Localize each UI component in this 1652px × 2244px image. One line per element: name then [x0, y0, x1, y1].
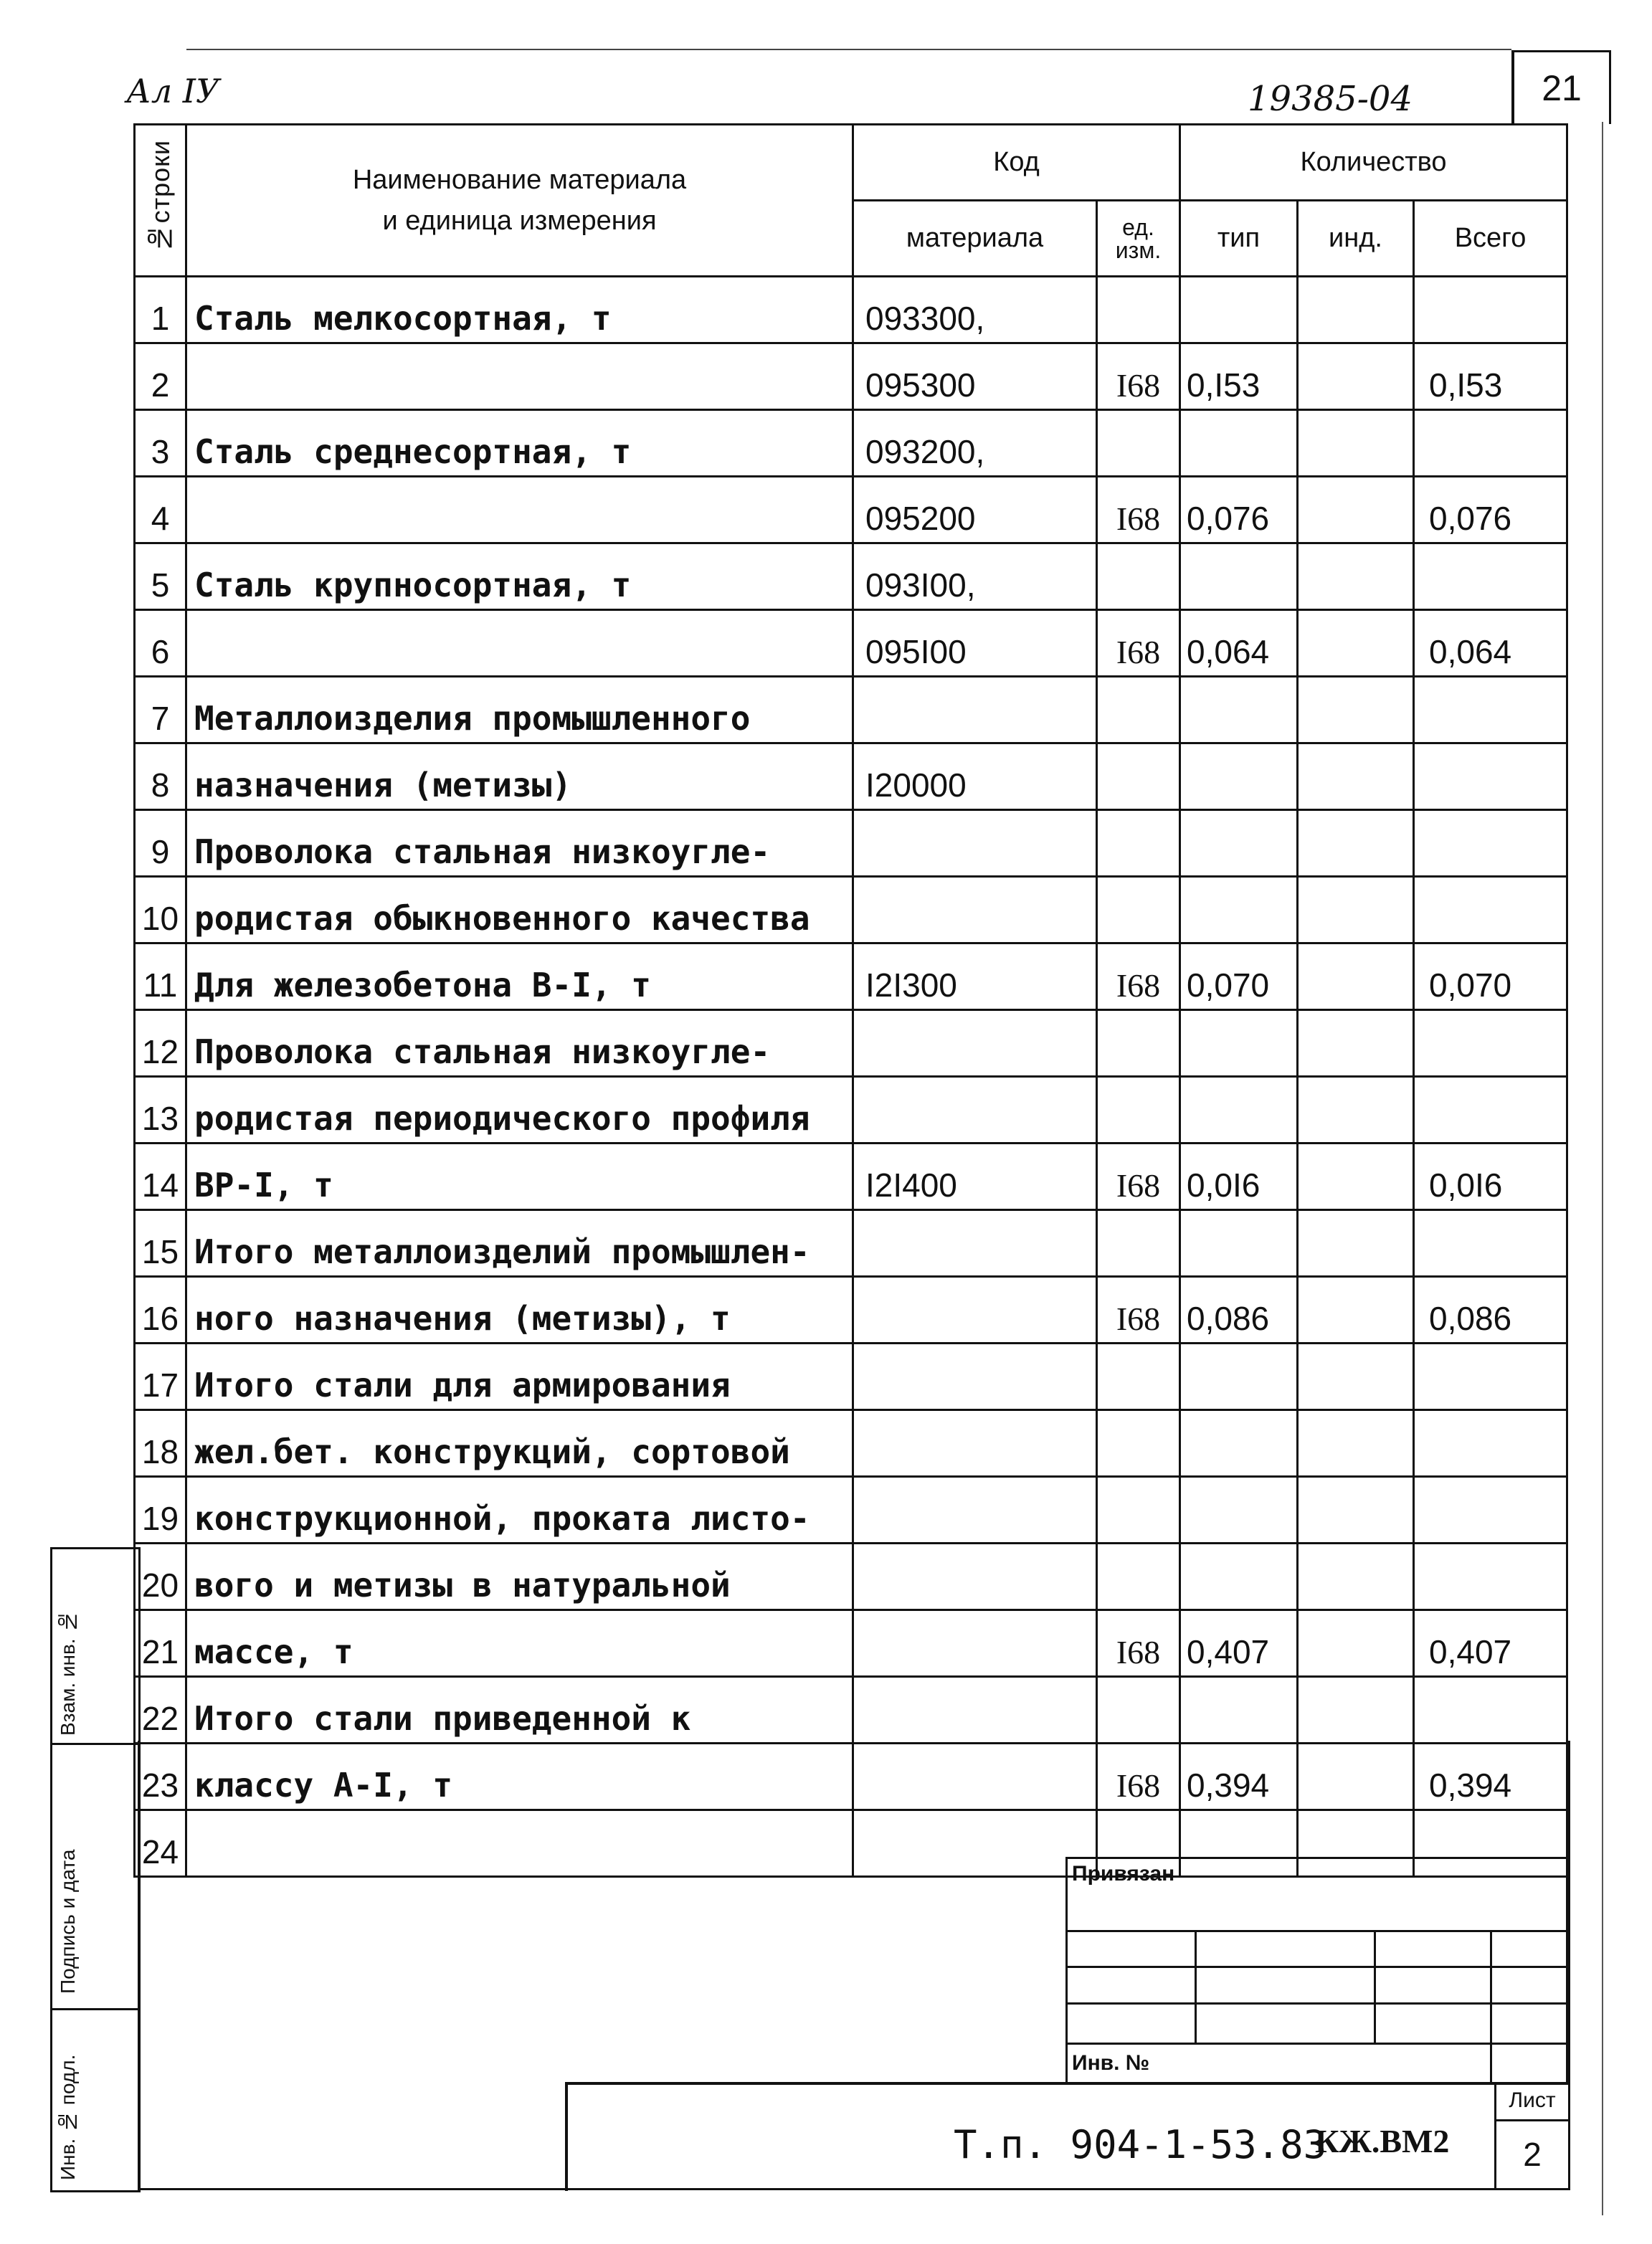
- material-name: Проволока стальная низкоугле-: [186, 810, 853, 877]
- row-number: 8: [135, 743, 186, 810]
- table-row: [135, 810, 1567, 877]
- unit-code: [1097, 543, 1180, 610]
- qty-individual: [1298, 1277, 1414, 1344]
- row-number: 12: [135, 1010, 186, 1077]
- row-number: 15: [135, 1210, 186, 1277]
- row-number: 5: [135, 543, 186, 610]
- qty-type: [1180, 1677, 1298, 1744]
- table-row: [135, 543, 1567, 610]
- qty-type: [1180, 1410, 1298, 1477]
- material-code: [853, 1210, 1097, 1277]
- qty-type: 0,394: [1180, 1744, 1298, 1810]
- material-name: ВР-I, т: [186, 1144, 853, 1210]
- qty-type: 0,407: [1180, 1610, 1298, 1677]
- qty-individual: [1298, 1344, 1414, 1410]
- material-code: I2I300: [853, 943, 1097, 1010]
- material-name: [186, 343, 853, 410]
- material-name: Металлоизделия промышленного: [186, 677, 853, 743]
- unit-code: I68: [1097, 477, 1180, 543]
- qty-type: [1180, 1477, 1298, 1544]
- table-row: [135, 1677, 1567, 1744]
- table-row: [135, 943, 1567, 1010]
- row-number: 21: [135, 1610, 186, 1677]
- qty-total: 0,086: [1414, 1277, 1567, 1344]
- material-name: назначения (метизы): [186, 743, 853, 810]
- qty-type: 0,064: [1180, 610, 1298, 677]
- table-row: [135, 743, 1567, 810]
- qty-total: [1414, 1344, 1567, 1410]
- top-marks: Ал IУ: [126, 72, 220, 110]
- material-code: [853, 1544, 1097, 1610]
- qty-individual: [1298, 1144, 1414, 1210]
- qty-total: [1414, 1010, 1567, 1077]
- row-number: 18: [135, 1410, 186, 1477]
- header-qty-individual: инд.: [1298, 201, 1414, 277]
- qty-total: [1414, 1477, 1567, 1544]
- material-name: массе, т: [186, 1610, 853, 1677]
- qty-total: 0,407: [1414, 1610, 1567, 1677]
- material-name: Сталь мелкосортная, т: [186, 277, 853, 343]
- document-code: 19385-04: [1248, 79, 1413, 119]
- material-name: Проволока стальная низкоугле-: [186, 1010, 853, 1077]
- table-row: [135, 477, 1567, 543]
- qty-total: 0,064: [1414, 610, 1567, 677]
- material-name: [186, 610, 853, 677]
- qty-individual: [1298, 1477, 1414, 1544]
- unit-code: [1097, 1010, 1180, 1077]
- table-row: [135, 877, 1567, 943]
- qty-individual: [1298, 1077, 1414, 1144]
- qty-total: 0,0I6: [1414, 1144, 1567, 1210]
- unit-code: I68: [1097, 343, 1180, 410]
- unit-code: I68: [1097, 1277, 1180, 1344]
- qty-individual: [1298, 943, 1414, 1010]
- material-code: [853, 1077, 1097, 1144]
- unit-code: I68: [1097, 610, 1180, 677]
- qty-type: [1180, 277, 1298, 343]
- qty-individual: [1298, 1010, 1414, 1077]
- row-number: 19: [135, 1477, 186, 1544]
- right-edge-line: [1602, 122, 1603, 2215]
- table-row: [135, 677, 1567, 743]
- qty-individual: [1298, 1610, 1414, 1677]
- row-number: 6: [135, 610, 186, 677]
- sheet-box: [1494, 2082, 1568, 2188]
- qty-type: [1180, 677, 1298, 743]
- unit-code: [1097, 743, 1180, 810]
- qty-individual: [1298, 877, 1414, 943]
- material-name: Для железобетона В-I, т: [186, 943, 853, 1010]
- table-row: [135, 343, 1567, 410]
- qty-individual: [1298, 810, 1414, 877]
- unit-code: [1097, 277, 1180, 343]
- table-row: [135, 1477, 1567, 1544]
- header-material-name: Наименование материала и единица измерения: [186, 125, 853, 277]
- table-row: [135, 1344, 1567, 1410]
- material-name: конструкционной, проката листо-: [186, 1477, 853, 1544]
- qty-individual: [1298, 1210, 1414, 1277]
- material-code: I2I400: [853, 1144, 1097, 1210]
- unit-code: [1097, 1344, 1180, 1410]
- sheet-label: Лист: [1496, 2082, 1568, 2121]
- row-number: 13: [135, 1077, 186, 1144]
- qty-type: [1180, 877, 1298, 943]
- material-name: Итого стали приведенной к: [186, 1677, 853, 1744]
- unit-code: [1097, 1544, 1180, 1610]
- side-label-replace-inv: Взам. инв. №: [57, 1610, 79, 1736]
- table-row: [135, 410, 1567, 477]
- material-code: [853, 1610, 1097, 1677]
- header-code-unit: ед. изм.: [1097, 201, 1180, 277]
- qty-total: 0,076: [1414, 477, 1567, 543]
- qty-total: [1414, 277, 1567, 343]
- side-stamp-strip: [50, 1547, 141, 2192]
- unit-code: [1097, 1677, 1180, 1744]
- header-row-number: №строки: [135, 125, 186, 277]
- drawing-suffix: КЖ.ВМ2: [1315, 2123, 1450, 2159]
- material-name: вого и метизы в натуральной: [186, 1544, 853, 1610]
- qty-type: [1180, 1210, 1298, 1277]
- material-code: 095300: [853, 343, 1097, 410]
- qty-individual: [1298, 743, 1414, 810]
- material-code: I20000: [853, 743, 1097, 810]
- table-body: [135, 277, 1567, 1877]
- table-header: [135, 125, 1567, 277]
- qty-total: [1414, 1677, 1567, 1744]
- header-code-material: материала: [853, 201, 1097, 277]
- qty-type: [1180, 1010, 1298, 1077]
- row-number: 14: [135, 1144, 186, 1210]
- row-number: 24: [135, 1810, 186, 1877]
- qty-type: 0,076: [1180, 477, 1298, 543]
- qty-type: [1180, 743, 1298, 810]
- table-row: [135, 1410, 1567, 1477]
- qty-type: [1180, 1077, 1298, 1144]
- qty-total: [1414, 810, 1567, 877]
- row-number: 2: [135, 343, 186, 410]
- material-name: родистая обыкновенного качества: [186, 877, 853, 943]
- qty-individual: [1298, 610, 1414, 677]
- row-number: 7: [135, 677, 186, 743]
- drawing-title: Т.п. 904-1-53.83: [954, 2122, 1327, 2167]
- qty-total: [1414, 877, 1567, 943]
- qty-individual: [1298, 410, 1414, 477]
- material-name: родистая периодического профиля: [186, 1077, 853, 1144]
- side-label-signature-date: Подпись и дата: [57, 1849, 79, 1994]
- side-label-inv-original: Инв. № подл.: [57, 2054, 79, 2180]
- row-number: 17: [135, 1344, 186, 1410]
- material-code: [853, 1277, 1097, 1344]
- material-code: [853, 1010, 1097, 1077]
- header-qty-total: Всего: [1414, 201, 1567, 277]
- unit-code: [1097, 810, 1180, 877]
- material-code: [853, 1344, 1097, 1410]
- qty-type: 0,086: [1180, 1277, 1298, 1344]
- table-row: [135, 1077, 1567, 1144]
- row-number: 10: [135, 877, 186, 943]
- material-code: [853, 1410, 1097, 1477]
- row-number: 20: [135, 1544, 186, 1610]
- binding-stamp: [1065, 1857, 1566, 2085]
- unit-code: [1097, 677, 1180, 743]
- qty-individual: [1298, 677, 1414, 743]
- qty-total: [1414, 743, 1567, 810]
- material-code: [853, 1477, 1097, 1544]
- qty-total: [1414, 677, 1567, 743]
- material-name: [186, 477, 853, 543]
- qty-type: [1180, 1544, 1298, 1610]
- qty-total: 0,394: [1414, 1744, 1567, 1810]
- row-number: 16: [135, 1277, 186, 1344]
- material-name: Итого металлоизделий промышлен-: [186, 1210, 853, 1277]
- unit-code: I68: [1097, 1144, 1180, 1210]
- material-code: [853, 877, 1097, 943]
- row-number: 3: [135, 410, 186, 477]
- qty-individual: [1298, 477, 1414, 543]
- header-qty-type: тип: [1180, 201, 1298, 277]
- unit-code: [1097, 1477, 1180, 1544]
- header-code-group: Код: [853, 125, 1180, 201]
- unit-code: [1097, 877, 1180, 943]
- row-number: 9: [135, 810, 186, 877]
- qty-individual: [1298, 543, 1414, 610]
- qty-total: [1414, 543, 1567, 610]
- material-spec-table: [133, 123, 1568, 1878]
- table-row: [135, 1010, 1567, 1077]
- material-code: [853, 1677, 1097, 1744]
- row-number: 11: [135, 943, 186, 1010]
- material-code: 095200: [853, 477, 1097, 543]
- qty-individual: [1298, 1677, 1414, 1744]
- material-name: Сталь среднесортная, т: [186, 410, 853, 477]
- unit-code: I68: [1097, 1610, 1180, 1677]
- page-number: 21: [1542, 68, 1582, 108]
- qty-individual: [1298, 343, 1414, 410]
- table-row: [135, 1277, 1567, 1344]
- stamp-inv-label: Инв. №: [1067, 2043, 1491, 2083]
- row-number: 23: [135, 1744, 186, 1810]
- stamp-bound-label: Привязан: [1067, 1858, 1567, 1931]
- table-row: [135, 277, 1567, 343]
- unit-code: I68: [1097, 943, 1180, 1010]
- unit-code: [1097, 1077, 1180, 1144]
- qty-type: [1180, 1344, 1298, 1410]
- qty-type: 0,0I6: [1180, 1144, 1298, 1210]
- qty-individual: [1298, 1410, 1414, 1477]
- material-code: [853, 810, 1097, 877]
- row-number: 1: [135, 277, 186, 343]
- qty-type: [1180, 410, 1298, 477]
- row-number: 4: [135, 477, 186, 543]
- material-name: Итого стали для армирования: [186, 1344, 853, 1410]
- top-rule: [186, 49, 1511, 50]
- qty-total: 0,I53: [1414, 343, 1567, 410]
- material-code: 093I00,: [853, 543, 1097, 610]
- table-row: [135, 1210, 1567, 1277]
- material-name: жел.бет. конструкций, сортовой: [186, 1410, 853, 1477]
- qty-total: [1414, 1210, 1567, 1277]
- qty-total: [1414, 1077, 1567, 1144]
- qty-total: [1414, 410, 1567, 477]
- unit-code: [1097, 1410, 1180, 1477]
- table-row: [135, 1144, 1567, 1210]
- unit-code: I68: [1097, 1744, 1180, 1810]
- material-name: ного назначения (метизы), т: [186, 1277, 853, 1344]
- qty-total: [1414, 1410, 1567, 1477]
- qty-type: 0,I53: [1180, 343, 1298, 410]
- side-divider: [52, 2008, 138, 2010]
- side-divider: [52, 1743, 138, 1745]
- unit-code: [1097, 1210, 1180, 1277]
- table-row: [135, 610, 1567, 677]
- qty-type: [1180, 543, 1298, 610]
- qty-total: 0,070: [1414, 943, 1567, 1010]
- qty-type: [1180, 810, 1298, 877]
- qty-individual: [1298, 1544, 1414, 1610]
- qty-type: 0,070: [1180, 943, 1298, 1010]
- table-row: [135, 1610, 1567, 1677]
- page-number-box: [1511, 50, 1611, 124]
- material-name: Сталь крупносортная, т: [186, 543, 853, 610]
- sheet-number: 2: [1523, 2136, 1542, 2173]
- material-code: 095I00: [853, 610, 1097, 677]
- row-number: 22: [135, 1677, 186, 1744]
- material-code: [853, 677, 1097, 743]
- material-code: 093200,: [853, 410, 1097, 477]
- material-name: классу А-I, т: [186, 1744, 853, 1810]
- material-code: 093300,: [853, 277, 1097, 343]
- unit-code: [1097, 410, 1180, 477]
- qty-total: [1414, 1544, 1567, 1610]
- header-quantity-group: Количество: [1180, 125, 1567, 201]
- table-row: [135, 1544, 1567, 1610]
- qty-individual: [1298, 277, 1414, 343]
